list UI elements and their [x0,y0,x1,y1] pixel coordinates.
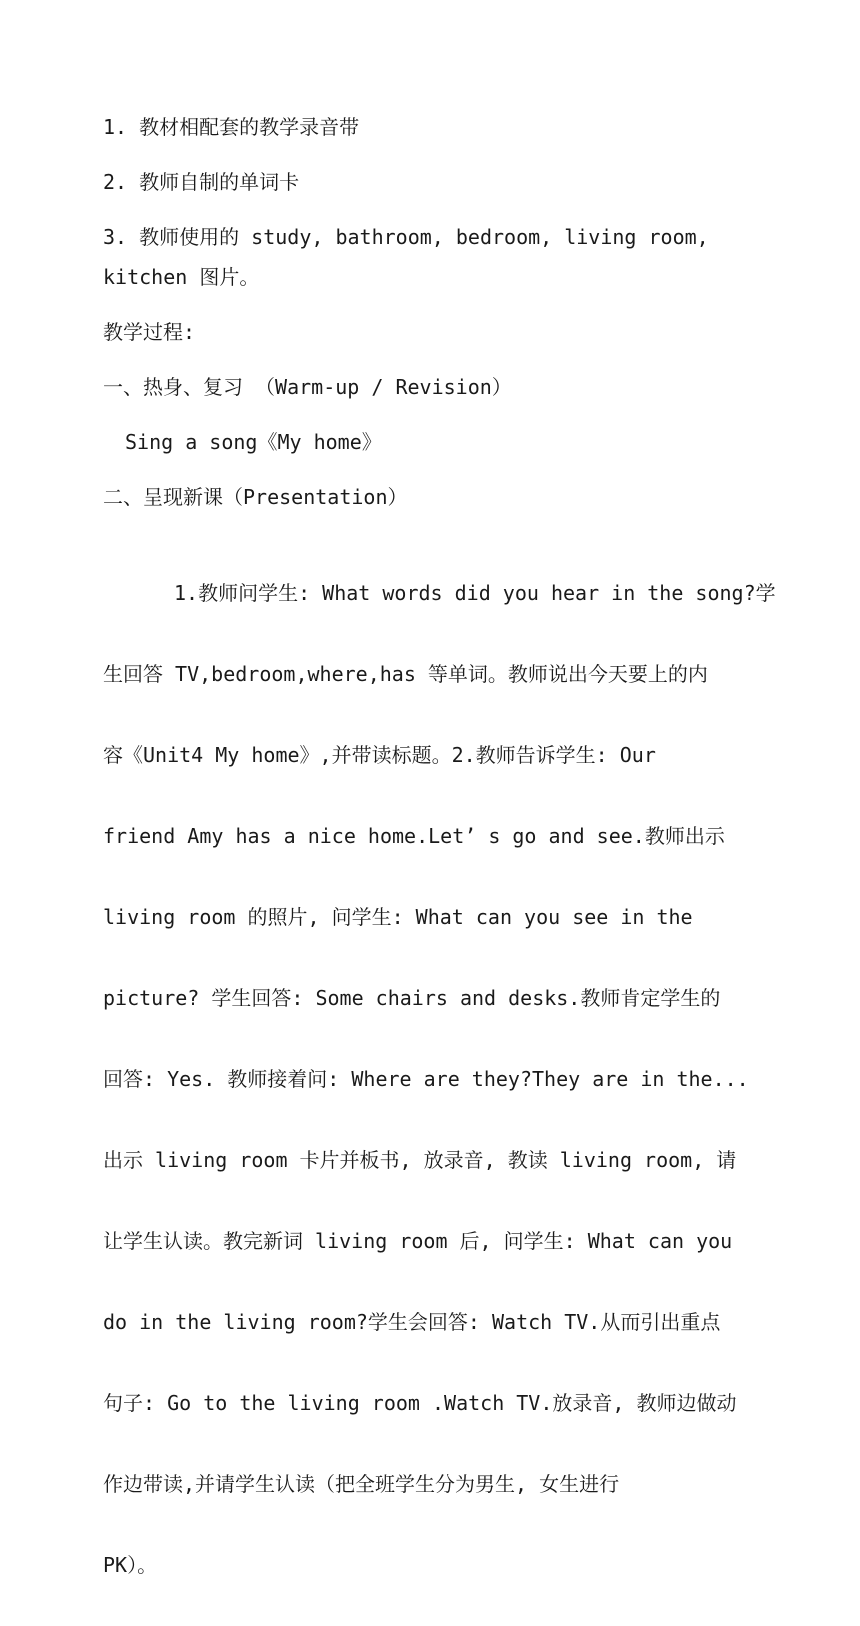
body-line: 生回答 TV,bedroom,where,has 等单词。教师说出今天要上的内 [103,661,708,686]
body-line: living room 的照片, 问学生: What can you see in the [103,904,693,929]
material-item-3-line-2: kitchen 图片。 [103,265,260,289]
body-line: 1.教师问学生: What words did you hear in the song?学 [174,580,776,605]
material-item-3-line-1: 3. 教师使用的 study, bathroom, bedroom, living room, [103,225,709,249]
body-line: 出示 living room 卡片并板书, 放录音, 教读 living room, 请 [103,1147,737,1172]
body-line: 作边带读,并请学生认读（把全班学生分为男生, 女生进行 [103,1471,620,1496]
material-item-1: 1. 教材相配套的教学录音带 [103,115,360,139]
body-line: picture? 学生回答: Some chairs and desks.教师肯定学生的 [103,985,721,1010]
section-2-body [103,532,776,1626]
body-line: 句子: Go to the living room .Watch TV.放录音, 教师边做动 [103,1390,737,1415]
process-heading: 教学过程: [103,320,196,344]
material-item-2: 2. 教师自制的单词卡 [103,170,300,194]
section-1-title: 一、热身、复习 （Warm-up / Revision） [103,375,512,399]
section-2-title: 二、呈现新课（Presentation） [103,485,408,509]
body-line: friend Amy has a nice home.Let’ s go and see.教师出示 [103,823,725,848]
body-line: PK）。 [103,1552,158,1577]
body-line: 容《Unit4 My home》,并带读标题。2.教师告诉学生: Our [103,742,656,767]
body-line: 让学生认读。教完新词 living room 后, 问学生: What can you [103,1228,733,1253]
body-line: 回答: Yes. 教师接着问: Where are they?They are in the... [103,1066,749,1091]
body-line: do in the living room?学生会回答: Watch TV.从而引出重点 [103,1309,721,1334]
section-1-song: Sing a song《My home》 [125,430,382,454]
